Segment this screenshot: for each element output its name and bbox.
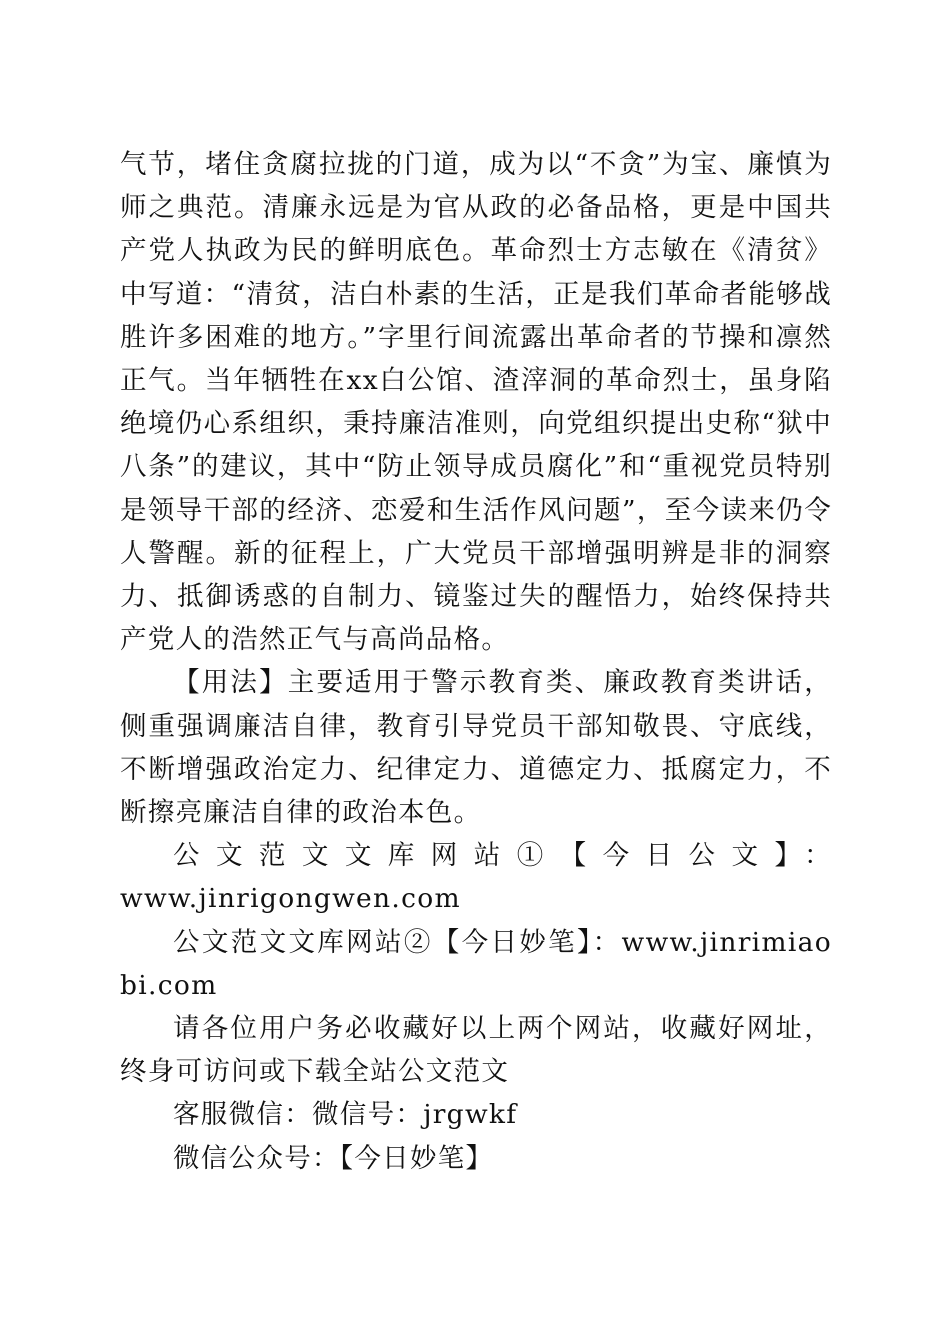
usage-paragraph: 【用法】主要适用于警示教育类、廉政教育类讲话，侧重强调廉洁自律，教育引导党员干部知敬畏、守底线，不断增强政治定力、纪律定力、道德定力、抵腐定力，不断擦亮廉洁自律的政治本色。 xyxy=(120,667,832,829)
body-paragraph: 气节，堵住贪腐拉拢的门道，成为以“不贪”为宝、廉慎为师之典范。清廉永远是为官从政的必备品格，更是中国共产党人执政为民的鲜明底色。革命烈士方志敏在《清贫》中写道：“清贫，洁白朴素的生活，正是我们革命者能够战胜许多困难的地方。”字里行间流露出革命者的节操和凛然正气。当年牺牲在xx白公馆、渣滓洞的革命烈士，虽身陷绝境仍心系组织，秉持廉洁准则，向党组织提出史称“狱中八条”的建议，其中“防止领导成员腐化”和“重视党员特别是领导干部的经济、恋爱和生活作风问题”，至今读来仍令人警醒。新的征程上，广大党员干部增强明辨是非的洞察力、抵御诱惑的自制力、镜鉴过失的醒悟力，始终保持共产党人的浩然正气与高尚品格。 xyxy=(120,149,832,656)
bookmark-notice: 请各位用户务必收藏好以上两个网站，收藏好网址，终身可访问或下载全站公文范文 xyxy=(120,1013,832,1088)
site1-url[interactable]: www.jinrigongwen.com xyxy=(120,883,461,915)
document-page xyxy=(120,143,832,1180)
site2-line: 公文范文文库网站②【今日妙笔】：www.jinrimiaobi.com xyxy=(120,926,832,1001)
service-wechat: 客服微信：微信号：jrgwkf xyxy=(173,1099,518,1131)
site1-label: 公文范文文库网站①【今日公文】： xyxy=(173,840,832,872)
official-account: 微信公众号：【今日妙笔】 xyxy=(173,1142,494,1174)
